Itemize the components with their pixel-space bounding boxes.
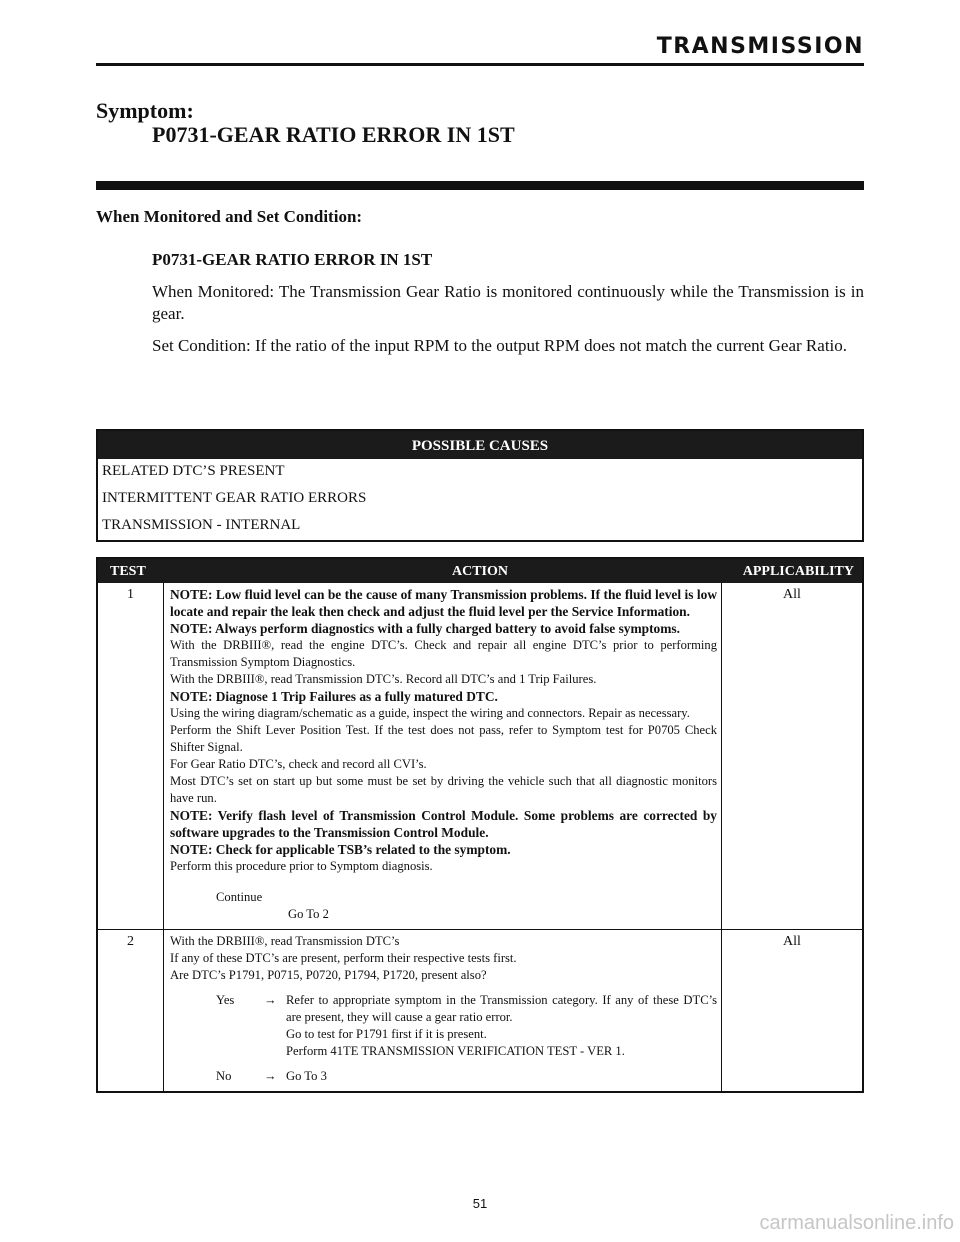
cause-item: TRANSMISSION - INTERNAL xyxy=(102,517,301,533)
no-branch xyxy=(170,1068,717,1085)
test-action-table xyxy=(96,557,864,1093)
section-title: TRANSMISSION xyxy=(656,34,864,59)
when-monitored-text: When Monitored: The Transmission Gear Ratio is monitored continuously while the Transmission is in gear. xyxy=(152,282,864,323)
monitored-heading: When Monitored and Set Condition: xyxy=(96,207,363,226)
yes-label: Yes xyxy=(216,993,235,1007)
note-line: NOTE: Always perform diagnostics with a fully charged battery to avoid false symptoms. xyxy=(170,621,680,636)
possible-causes-header: POSSIBLE CAUSES xyxy=(98,431,862,459)
note-line: NOTE: Verify flash level of Transmission Control Module. Some problems are corrected by software upgrades to the Transmission Control Module. xyxy=(170,808,717,840)
symptom-name: P0731-GEAR RATIO ERROR IN 1ST xyxy=(152,122,515,147)
test-action xyxy=(164,583,722,929)
action-line: Perform the Shift Lever Position Test. If the test does not pass, refer to Symptom test for P0705 Check Shifter Signal. xyxy=(170,723,717,754)
action-line: With the DRBIII®, read Transmission DTC’s xyxy=(170,934,400,948)
action-line: Perform this procedure prior to Symptom diagnosis. xyxy=(170,859,433,873)
action-line: Most DTC’s set on start up but some must be set by driving the vehicle such that all diagnostic monitors have run. xyxy=(170,774,717,805)
goto-link[interactable]: Go To 2 xyxy=(288,907,329,921)
no-label: No xyxy=(216,1069,232,1083)
note-line: NOTE: Diagnose 1 Trip Failures as a fully matured DTC. xyxy=(170,689,498,704)
note-line: NOTE: Check for applicable TSB’s related to the symptom. xyxy=(170,842,511,857)
test-number: 2 xyxy=(98,930,164,1091)
action-line: With the DRBIII®, read Transmission DTC’s. Record all DTC’s and 1 Trip Failures. xyxy=(170,672,597,686)
test-row-2 xyxy=(98,929,862,1091)
section-divider xyxy=(96,63,864,66)
test-action xyxy=(164,930,722,1091)
symptom-label: Symptom: xyxy=(96,98,194,123)
heavy-divider xyxy=(96,181,864,190)
col-action-header: ACTION xyxy=(451,564,508,579)
test-number: 1 xyxy=(98,583,164,929)
yes-branch xyxy=(170,992,717,1060)
possible-causes-table xyxy=(96,429,864,542)
action-line: Are DTC’s P1791, P0715, P0720, P1794, P1720, present also? xyxy=(170,968,487,982)
watermark: carmanualsonline.info xyxy=(759,1212,954,1234)
action-line: If any of these DTC’s are present, perform their respective tests first. xyxy=(170,951,517,965)
col-test-header: TEST xyxy=(110,564,146,579)
continue-label: Continue xyxy=(216,890,263,904)
condition-code: P0731-GEAR RATIO ERROR IN 1ST xyxy=(152,250,433,269)
right-arrow-icon: → xyxy=(264,1069,277,1083)
yes-instruction: Perform 41TE TRANSMISSION VERIFICATION TEST - VER 1. xyxy=(286,1044,625,1058)
test-applicability: All xyxy=(783,587,801,602)
condition-block xyxy=(152,249,864,367)
action-line: With the DRBIII®, read the engine DTC’s. Check and repair all engine DTC’s prior to performing Transmission Symptom Diagnostics. xyxy=(170,638,717,669)
right-arrow-icon: → xyxy=(264,993,277,1007)
cause-item: RELATED DTC’S PRESENT xyxy=(102,463,285,479)
page-number: 51 xyxy=(472,1196,488,1211)
goto-link[interactable]: Go To 3 xyxy=(286,1069,327,1083)
col-applicability-header: APPLICABILITY xyxy=(742,564,854,579)
test-applicability: All xyxy=(783,934,801,949)
action-line: Using the wiring diagram/schematic as a guide, inspect the wiring and connectors. Repair as necessary. xyxy=(170,706,690,720)
yes-instruction: Refer to appropriate symptom in the Transmission category. If any of these DTC’s are present, they will cause a gear ratio error. xyxy=(286,993,717,1024)
action-line: For Gear Ratio DTC’s, check and record all CVI’s. xyxy=(170,757,427,771)
cause-item: INTERMITTENT GEAR RATIO ERRORS xyxy=(102,490,367,506)
yes-instruction: Go to test for P1791 first if it is present. xyxy=(286,1027,487,1041)
set-condition-text: Set Condition: If the ratio of the input RPM to the output RPM does not match the current Gear Ratio. xyxy=(152,336,848,355)
test-table-header xyxy=(98,559,862,583)
test-row-1 xyxy=(98,583,862,929)
note-line: NOTE: Low fluid level can be the cause of many Transmission problems. If the fluid level is low locate and repair the leak then check and adjust the fluid level per the Service Information. xyxy=(170,587,717,619)
